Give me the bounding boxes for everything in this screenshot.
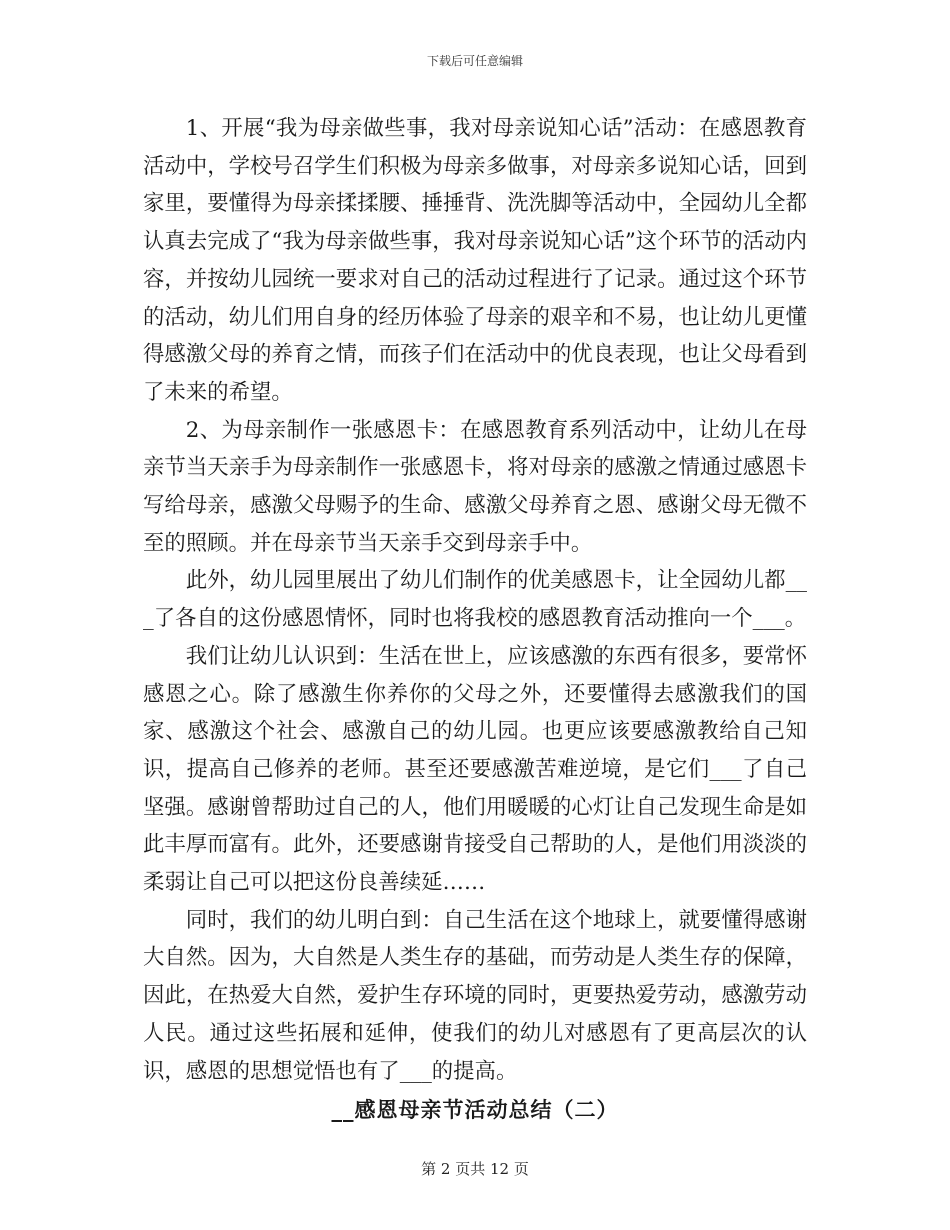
paragraph-5: 同时，我们的幼儿明白到：自己生活在这个地球上，就要懂得感谢大自然。因为，大自然是人类生存的基础，而劳动是人类生存的保障，因此，在热爱大自然，爱护生存环境的同时，更要热爱劳动，感激劳动人民。通过这些拓展和延伸，使我们的幼儿对感恩有了更高层次的认识，感恩的思想觉悟也有了___的提高。 (143, 907, 807, 1084)
paragraph-1: 1、开展“我为母亲做些事，我对母亲说知心话”活动：在感恩教育活动中，学校号召学生们积极为母亲多做事，对母亲多说知心话，回到家里，要懂得为母亲揉揉腰、捶捶背、洗洗脚等活动中，全园幼儿全都认真去完成了“我为母亲做些事，我对母亲说知心话”这个环节的活动内容，并按幼儿园统一要求对自己的活动过程进行了记录。通过这个环节的活动，幼儿们用自身的经历体验了母亲的艰辛和不易，也让幼儿更懂得感激父母的养育之情，而孩子们在活动中的优良表现，也让父母看到了未来的希望。 (143, 116, 807, 405)
paragraph-3: 此外，幼儿园里展出了幼儿们制作的优美感恩卡，让全园幼儿都___了各自的这份感恩情怀，同时也将我校的感恩教育活动推向一个___。 (143, 568, 807, 632)
page-header: 下载后可任意编辑 (426, 54, 523, 68)
section-title: __感恩母亲节活动总结（二） (331, 1098, 619, 1123)
paragraph-2: 2、为母亲制作一张感恩卡：在感恩教育系列活动中，让幼儿在母亲节当天亲手为母亲制作一张感恩卡，将对母亲的感激之情通过感恩卡写给母亲，感激父母赐予的生命、感激父母养育之恩、感谢父母无微不至的照顾。并在母亲节当天亲手交到母亲手中。 (143, 417, 807, 556)
document-body (143, 110, 807, 1130)
paragraph-4: 我们让幼儿认识到：生活在世上，应该感激的东西有很多，要常怀感恩之心。除了感激生你养你的父母之外，还要懂得去感激我们的国家、感激这个社会、感激自己的幼儿园。也更应该要感激教给自己知识，提高自己修养的老师。甚至还要感激苦难逆境，是它们___了自己坚强。感谢曾帮助过自己的人，他们用暖暖的心灯让自己发现生命是如此丰厚而富有。此外，还要感谢肯接受自己帮助的人，是他们用淡淡的柔弱让自己可以把这份良善续延…… (143, 643, 807, 896)
page-footer: 第 2 页共 12 页 (421, 1160, 529, 1178)
